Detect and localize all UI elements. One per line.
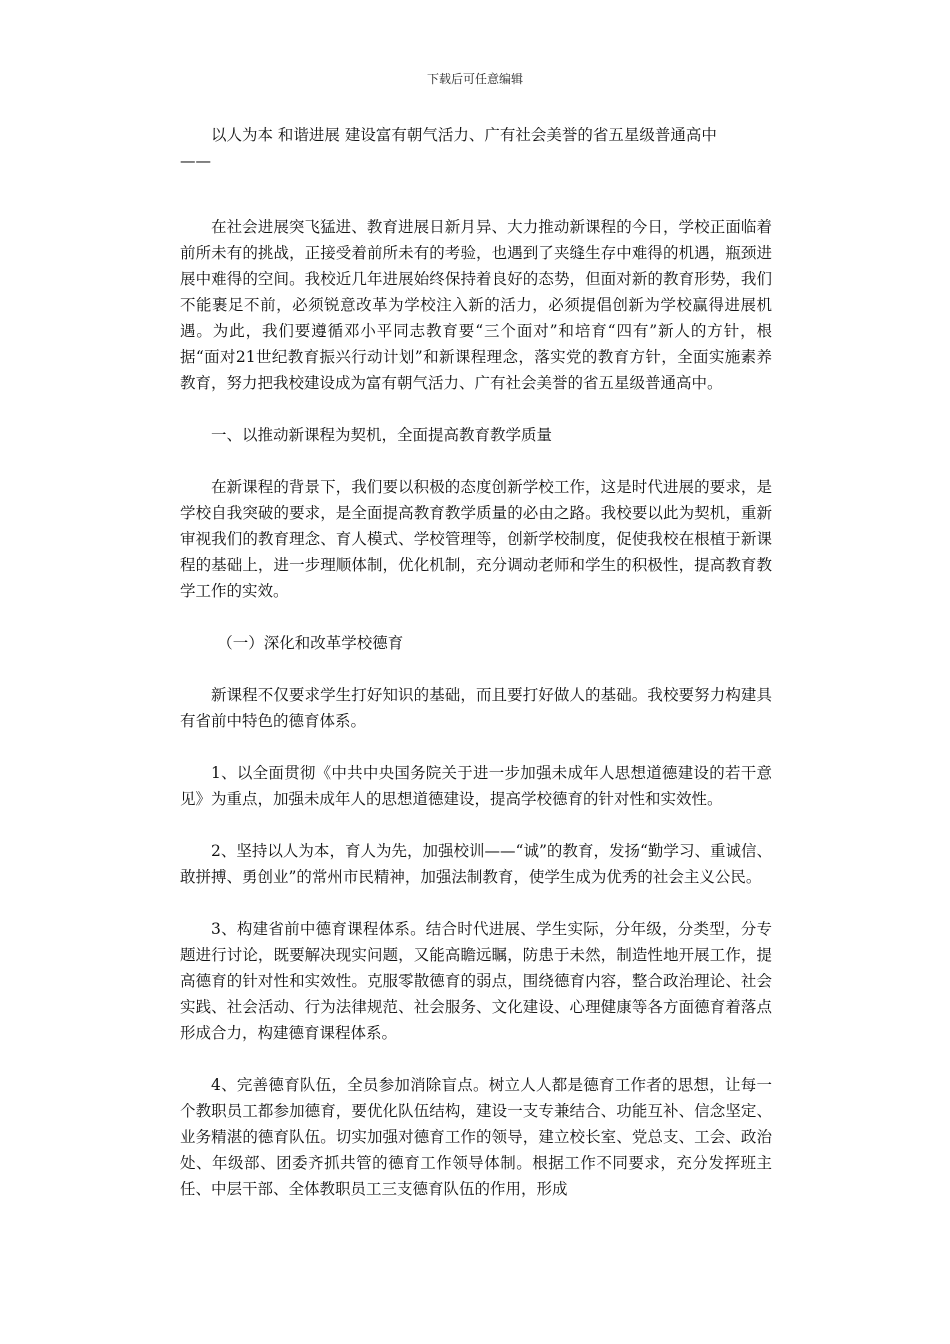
document-title-dash: —— [180, 152, 211, 170]
section-paragraph: 在新课程的背景下，我们要以积极的态度创新学校工作，这是时代进展的要求，是学校自我突破的要求，是全面提高教育教学质量的必由之路。我校要以此为契机，重新审视我们的教育理念、育人模式、学校管理等，创新学校制度，促使我校在根植于新课程的基础上，进一步理顺体制，优化机制，充分调动老师和学生的积极性，提高教育教学工作的实效。 [180, 478, 772, 600]
document-title: 以人为本 和谐进展 建设富有朝气活力、广有社会美誉的省五星级普通高中 [211, 126, 717, 144]
section-heading: 一、以推动新课程为契机，全面提高教育教学质量 [211, 426, 553, 444]
subsection-heading: （一）深化和改革学校德育 [217, 634, 404, 652]
document-body [180, 122, 772, 1228]
list-item-4: 4、完善德育队伍，全员参加消除盲点。树立人人都是德育工作者的思想，让每一个教职员工都参加德育，要优化队伍结构，建设一支专兼结合、功能互补、信念坚定、业务精湛的德育队伍。切实加强对德育工作的领导，建立校长室、党总支、工会、政治处、年级部、团委齐抓共管的德育工作领导体制。根据工作不同要求，充分发挥班主任、中层干部、全体教职员工三支德育队伍的作用，形成 [180, 1076, 772, 1198]
list-item-1: 1、以全面贯彻《中共中央国务院关于进一步加强未成年人思想道德建设的若干意见》为重点，加强未成年人的思想道德建设，提高学校德育的针对性和实效性。 [180, 764, 772, 808]
list-item-2: 2、坚持以人为本，育人为先，加强校训——“诚”的教育，发扬“勤学习、重诚信、敢拼搏、勇创业”的常州市民精神，加强法制教育，使学生成为优秀的社会主义公民。 [180, 842, 772, 886]
list-item-3: 3、构建省前中德育课程体系。结合时代进展、学生实际，分年级，分类型，分专题进行讨论，既要解决现实问题，又能高瞻远瞩，防患于未然，制造性地开展工作，提高德育的针对性和实效性。克服零散德育的弱点，围绕德育内容，整合政治理论、社会实践、社会活动、行为法律规范、社会服务、文化建设、心理健康等各方面德育着落点形成合力，构建德育课程体系。 [180, 920, 772, 1042]
subsection-paragraph: 新课程不仅要求学生打好知识的基础，而且要打好做人的基础。我校要努力构建具有省前中特色的德育体系。 [180, 686, 772, 730]
intro-paragraph: 在社会进展突飞猛进、教育进展日新月异、大力推动新课程的今日，学校正面临着前所未有的挑战，正接受着前所未有的考验，也遇到了夹缝生存中难得的机遇，瓶颈进展中难得的空间。我校近几年进展始终保持着良好的态势，但面对新的教育形势，我们不能裹足不前，必须锐意改革为学校注入新的活力，必须提倡创新为学校赢得进展机遇。为此，我们要遵循邓小平同志教育要“三个面对”和培育“四有”新人的方针，根据“面对21世纪教育振兴行动计划”和新课程理念，落实党的教育方针，全面实施素养教育，努力把我校建设成为富有朝气活力、广有社会美誉的省五星级普通高中。 [180, 218, 772, 392]
page-header-note: 下载后可任意编辑 [426, 72, 523, 86]
